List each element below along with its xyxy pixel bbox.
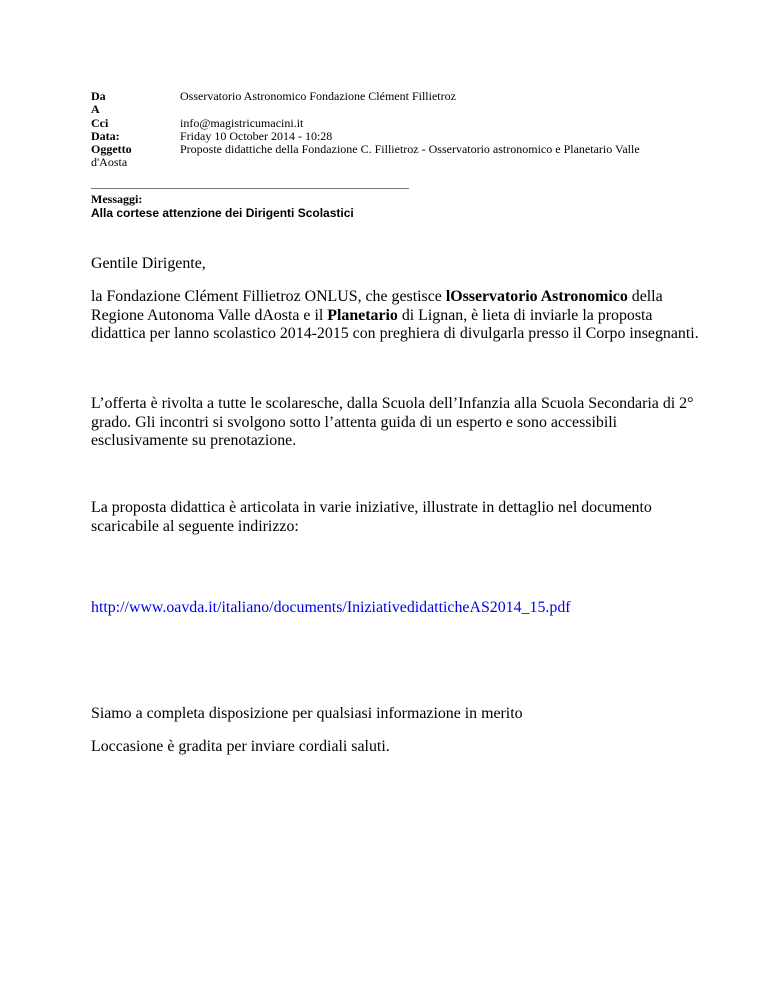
subject-label: Oggetto: [91, 142, 132, 157]
cc-label: Cci: [91, 115, 109, 130]
date-row: [91, 130, 691, 143]
document-link-container: [91, 599, 711, 618]
observatory-name: lOsservatorio Astronomico: [445, 288, 628, 305]
paragraph-availability-text: Siamo a completa disposizione per qualsiasi informazione in merito: [91, 705, 523, 722]
to-row: [91, 103, 691, 116]
to-label: A: [91, 102, 100, 117]
subject-value: Proposte didattiche della Fondazione C. Fillietroz - Osservatorio astronomico e Planetario Valle: [180, 142, 640, 157]
intro-part-e: di Lignan, è lieta di inviarle la proposta didattica per lanno scolastico 2014-2015 con preghiera di divulgarla presso il Corpo insegnanti.: [91, 306, 699, 343]
paragraph-offer-text: L’offerta è rivolta a tutte le scolaresche, dalla Scuola dell’Infanzia alla Scuola Secondaria di 2° grado. Gli incontri si svolgono sotto l’attenta guida di un esperto e sono accessibili esclusivamente su prenotazione.: [91, 395, 694, 450]
email-header: [91, 90, 691, 170]
from-label: Da: [91, 89, 106, 103]
cc-value: info@magistricumacini.it: [180, 115, 304, 130]
from-value: Osservatorio Astronomico Fondazione Clément Fillietroz: [180, 89, 456, 103]
greeting: [91, 255, 711, 274]
intro-part-c: della Regione Autonoma Valle dAosta e il: [91, 288, 663, 324]
from-row: [91, 90, 691, 103]
greeting-text: Gentile Dirigente,: [91, 255, 206, 272]
planetarium-name: Planetario: [327, 306, 398, 324]
paragraph-availability: [91, 705, 711, 724]
paragraph-proposal-text: La proposta didattica è articolata in varie iniziative, illustrate in dettaglio nel documento scaricabile al seguente indirizzo:: [91, 499, 652, 535]
paragraph-intro: [91, 288, 711, 344]
subject-value-continuation: d'Aosta: [91, 155, 128, 170]
subject-row: [91, 143, 691, 156]
paragraph-closing: [91, 738, 711, 757]
paragraph-intro-text: [91, 288, 711, 344]
document-link[interactable]: http://www.oavda.it/italiano/documents/IniziativedidatticheAS2014_15.pdf: [91, 599, 571, 616]
intro-part-a: la Fondazione Clément Fillietroz ONLUS, che gestisce: [91, 288, 446, 305]
header-divider: [91, 188, 409, 189]
attention-line: Alla cortese attenzione dei Dirigenti Scolastici: [91, 206, 354, 220]
date-label: Data:: [91, 128, 120, 143]
paragraph-proposal: [91, 499, 711, 536]
cc-row: [91, 117, 691, 130]
paragraph-offer: [91, 395, 711, 451]
messages-label: Messaggi:: [91, 192, 143, 206]
paragraph-closing-text: Loccasione è gradita per inviare cordiali saluti.: [91, 738, 390, 755]
date-value: Friday 10 October 2014 - 10:28: [180, 128, 333, 143]
